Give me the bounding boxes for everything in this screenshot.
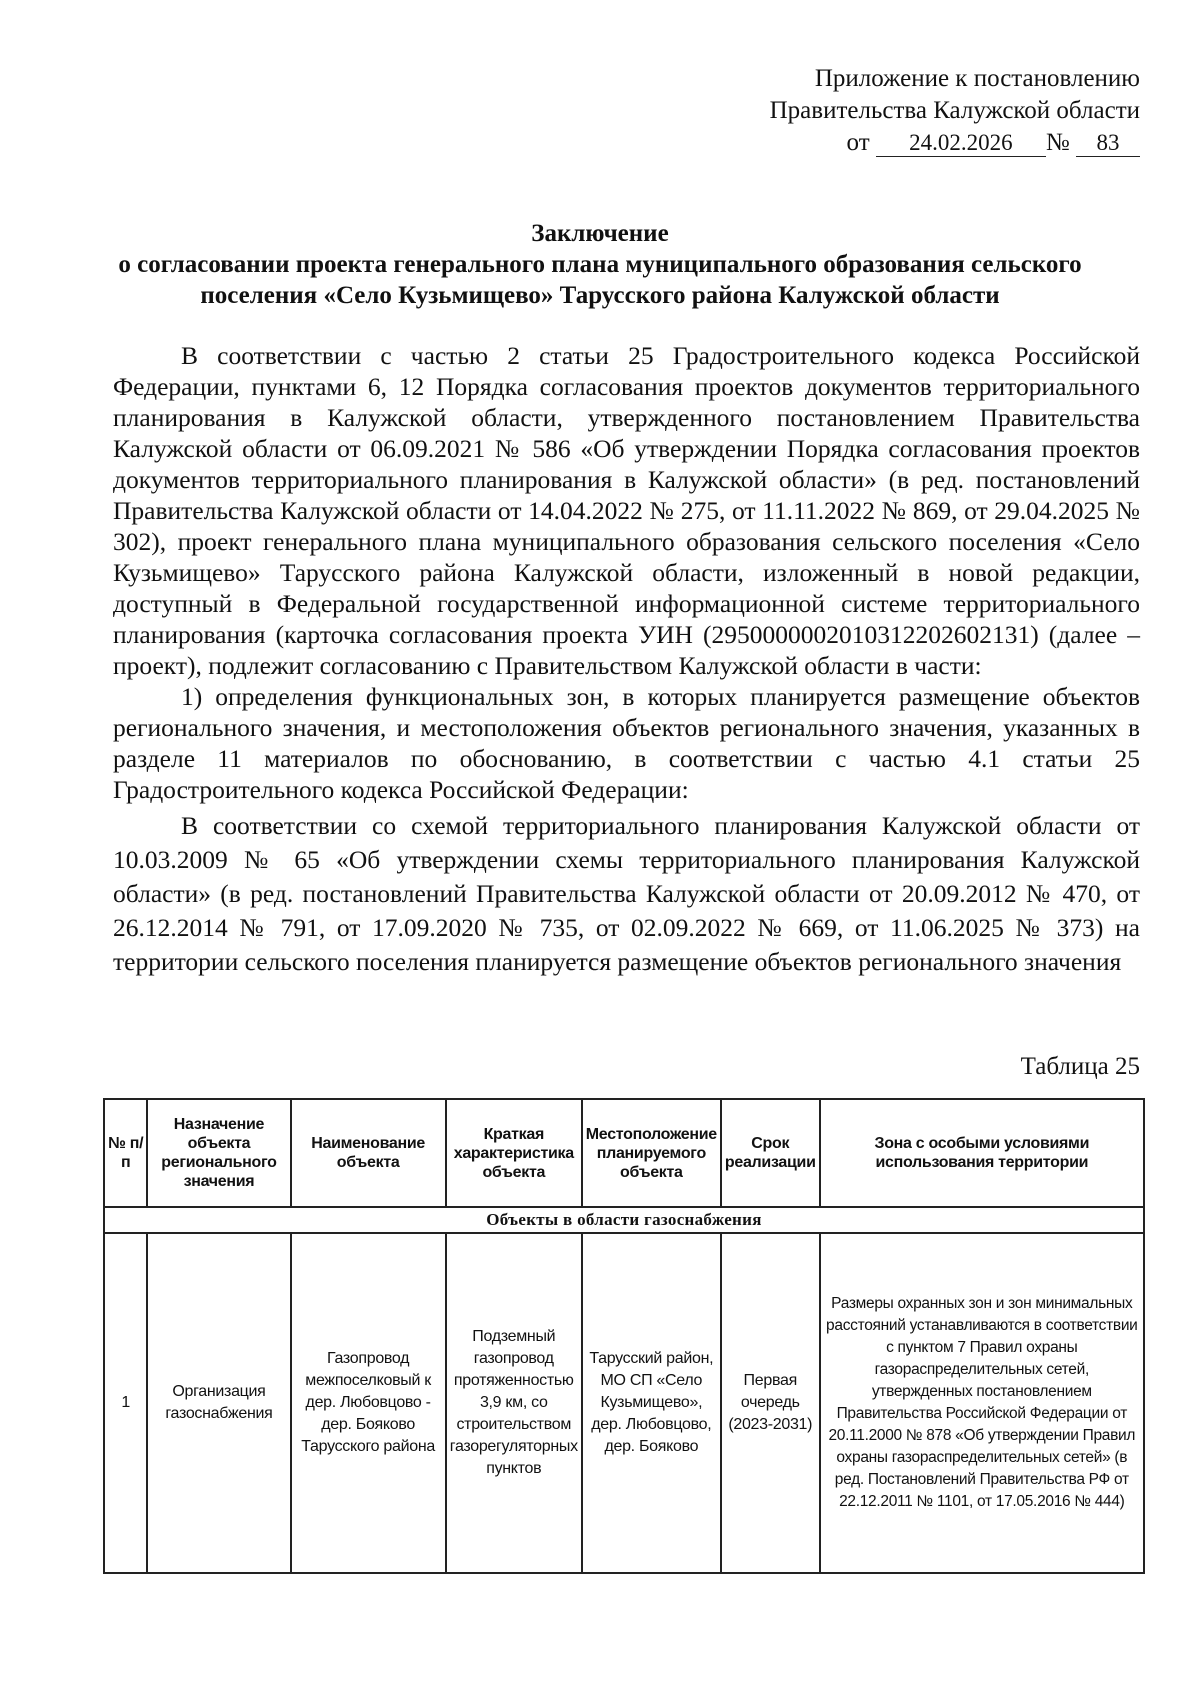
title-line-1: Заключение — [531, 220, 669, 247]
table-caption: Таблица 25 — [1020, 1053, 1140, 1080]
paragraph-1: В соответствии с частью 2 статьи 25 Градостроительного кодекса Российской Федерации, пунктами 6, 12 Порядка согласования проектов документов территориального планирования в Калужской области, утвержденного постановлением Правительства Калужской области от 06.09.2021 № 586 «Об утверждении Порядка согласования проектов документов территориального планирования в Калужской области» (в ред. постановлений Правительства Калужской области от 14.04.2022 № 275, от 11.11.2022 № 869, от 29.04.2025 № 302), проект генерального плана муниципального образования сельского поселения «Село Кузьмищево» Тарусского района Калужской области, изложенный в новой редакции, доступный в Федеральной государственной информационной системе территориального планирования (карточка согласования проекта УИН (2950000002010312202602131) (далее – проект), подлежит согласованию с Правительством Калужской области в части: — [113, 341, 1140, 680]
title-line-2: о согласовании проекта генерального плана муниципального образования сельского — [118, 251, 1082, 278]
table-row — [104, 1233, 1144, 1573]
resolution-date: 24.02.2026 — [876, 130, 1046, 157]
cell-term: Первая очередь (2023-2031) — [721, 1233, 820, 1573]
header-name: Наименование объекта — [291, 1099, 446, 1207]
cell-name: Газопровод межпоселковый к дер. Любовцово - дер. Бояково Тарусского района — [291, 1233, 446, 1573]
header-term: Срок реализации — [721, 1099, 820, 1207]
header-location: Местоположение планируемого объекта — [582, 1099, 721, 1207]
header-zone: Зона с особыми условиями использования территории — [820, 1099, 1144, 1207]
cell-zone: Размеры охранных зон и зон минимальных расстояний устанавливаются в соответствии с пунктом 7 Правил охраны газораспределительных сетей, утвержденных постановлением Правительства Российской Федерации от 20.11.2000 № 878 «Об утверждении Правил охраны газораспределительных сетей» (в ред. Постановлений Правительства РФ от 22.12.2011 № 1101, от 17.05.2016 № 444) — [820, 1233, 1144, 1573]
header-purpose: Назначение объекта регионального значения — [147, 1099, 290, 1207]
appendix-line-1: Приложение к постановлению — [814, 65, 1140, 92]
header-characteristic: Краткая характеристика объекта — [446, 1099, 582, 1207]
table-header-row — [104, 1099, 1144, 1207]
title-line-3: поселения «Село Кузьмищево» Тарусского района Калужской области — [200, 282, 1000, 309]
document-body — [113, 340, 1140, 979]
section-row — [104, 1207, 1144, 1233]
document-title — [60, 218, 1140, 311]
from-label: от — [846, 129, 870, 156]
cell-purpose: Организация газоснабжения — [147, 1233, 290, 1573]
appendix-line-2: Правительства Калужской области — [769, 97, 1140, 124]
paragraph-3: В соответствии со схемой территориального планирования Калужской области от 10.03.2009 № 65 «Об утверждении схемы территориального планирования Калужской области» (в ред. постановлений Правительства Калужской области от 20.09.2012 № 470, от 26.12.2014 № 791, от 17.09.2020 № 735, от 02.09.2022 № 669, от 11.06.2025 № 373) на территории сельского поселения планируется размещение объектов регионального значения — [113, 811, 1140, 976]
cell-characteristic: Подземный газопровод протяженностью 3,9 км, со строительством газорегуляторных пунктов — [446, 1233, 582, 1573]
cell-number: 1 — [104, 1233, 147, 1573]
cell-location: Тарусский район, МО СП «Село Кузьмищево», дер. Любовцово, дер. Бояково — [582, 1233, 721, 1573]
resolution-number: 83 — [1076, 130, 1140, 157]
paragraph-2: 1) определения функциональных зон, в которых планируется размещение объектов регионального значения, и местоположения объектов регионального значения, указанных в разделе 11 материалов по обоснованию, в соответствии с частью 4.1 статьи 25 Градостроительного кодекса Российской Федерации: — [113, 682, 1140, 804]
appendix-date-line — [770, 127, 1140, 159]
appendix-header — [770, 63, 1140, 159]
header-number: № п/п — [104, 1099, 147, 1207]
objects-table — [103, 1098, 1145, 1574]
section-title: Объекты в области газоснабжения — [104, 1207, 1144, 1233]
number-label: № — [1045, 129, 1070, 156]
